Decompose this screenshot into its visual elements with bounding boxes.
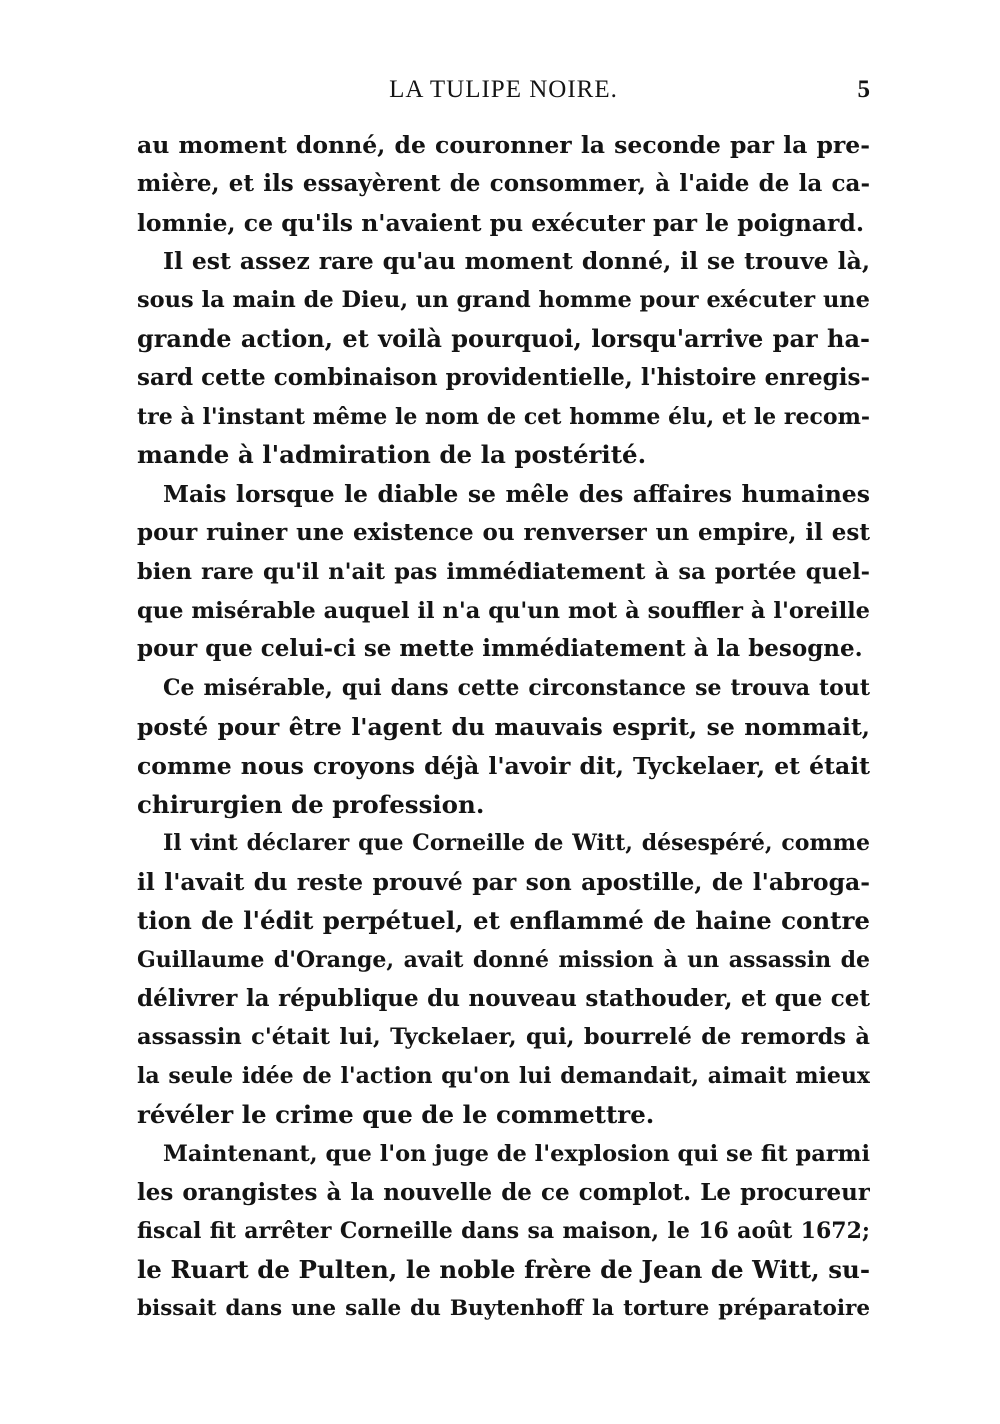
text-line: lomnie, ce qu'ils n'avaient pu exécuter par le poignard. [137, 208, 865, 237]
text-line: pour ruiner une existence ou renverser un empire, il est [137, 518, 870, 546]
text-line: sard cette combinaison providentielle, l'histoire enregis- [137, 363, 870, 391]
text-line: chirurgien de profession. [137, 789, 485, 819]
text-line: Ce misérable, qui dans cette circonstance se trouva tout [163, 675, 870, 702]
text-line: Maintenant, que l'on juge de l'explosion qui se fit parmi [163, 1140, 870, 1167]
text-line: sous la main de Dieu, un grand homme pour exécuter une [137, 287, 870, 314]
text-line: comme nous croyons déjà l'avoir dit, Tyckelaer, et était [137, 751, 870, 780]
body-text [137, 126, 870, 1329]
text-line: fiscal fit arrêter Corneille dans sa maison, le 16 août 1672; [137, 1218, 870, 1245]
text-line: au moment donné, de couronner la seconde par la pre- [137, 131, 870, 159]
text-line: mière, et ils essayèrent de consommer, à l'aide de la ca- [137, 169, 870, 197]
text-line: la seule idée de l'action qu'on lui demandait, aimait mieux [137, 1063, 870, 1090]
text-line: Guillaume d'Orange, avait donné mission à un assassin de [137, 946, 870, 973]
text-line: grande action, et voilà pourquoi, lorsqu'arrive par ha- [137, 323, 870, 353]
text-line: les orangistes à la nouvelle de ce complot. Le procureur [137, 1178, 870, 1206]
text-line: Il est assez rare qu'au moment donné, il se trouve là, [163, 247, 870, 276]
text-line: assassin c'était lui, Tyckelaer, qui, bourrelé de remords à [137, 1024, 870, 1051]
page-number: 5 [857, 76, 870, 103]
text-line: le Ruart de Pulten, le noble frère de Jean de Witt, su- [137, 1255, 870, 1285]
text-line: tre à l'instant même le nom de cet homme élu, et le recom- [137, 403, 870, 430]
running-head [137, 76, 870, 110]
text-line: révéler le crime que de le commettre. [137, 1099, 655, 1129]
text-line: mande à l'admiration de la postérité. [137, 440, 647, 470]
text-line: Mais lorsque le diable se mêle des affaires humaines [163, 480, 870, 509]
text-line: bien rare qu'il n'ait pas immédiatement à sa portée quel- [137, 558, 870, 585]
text-line: Il vint déclarer que Corneille de Witt, désespéré, comme [163, 830, 870, 857]
text-line: que misérable auquel il n'a qu'un mot à souffler à l'oreille [137, 597, 870, 624]
text-line: bissait dans une salle du Buytenhoff la torture préparatoire [137, 1295, 870, 1321]
text-line: posté pour être l'agent du mauvais esprit, se nommait, [137, 712, 870, 741]
running-title: LA TULIPE NOIRE. [389, 76, 618, 103]
text-line: tion de l'édit perpétuel, et enflammé de haine contre [137, 905, 870, 935]
text-line: il l'avait du reste prouvé par son apostille, de l'abroga- [137, 868, 870, 897]
text-line: délivrer la république du nouveau stathouder, et que cet [137, 984, 870, 1012]
text-line: pour que celui-ci se mette immédiatement à la besogne. [137, 635, 863, 663]
